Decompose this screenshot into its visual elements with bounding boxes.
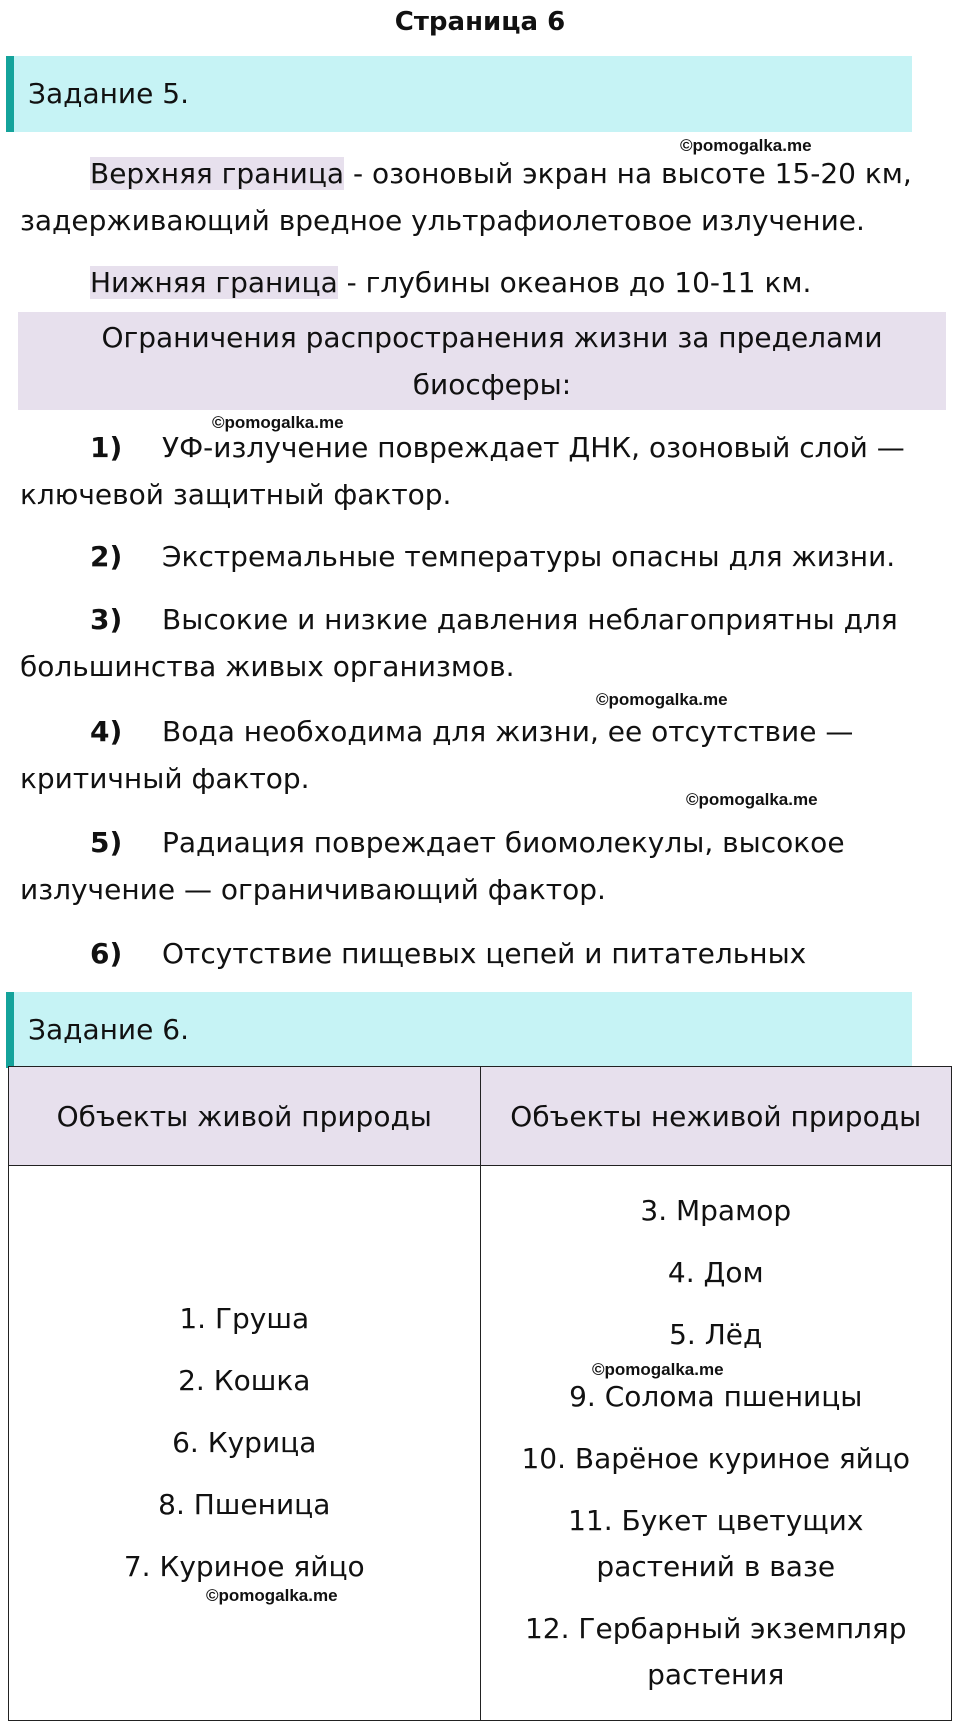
- watermark: ©pomogalka.me: [596, 690, 728, 709]
- list-item: 5) Радиация повреждает биомолекулы, высокое излучение — ограничивающий фактор.: [20, 826, 845, 906]
- list-item: 3) Высокие и низкие давления неблагоприятны для большинства живых организмов.: [20, 603, 898, 683]
- list-item: 3. Мрамор: [640, 1194, 792, 1227]
- lower-boundary-label: Нижняя граница: [90, 266, 338, 299]
- objects-table: [8, 1066, 952, 1721]
- list-item: 4. Дом: [667, 1256, 764, 1289]
- page-title: Страница 6: [394, 7, 566, 37]
- upper-boundary-text: - озоновый экран на высоте 15-20 км, задерживающий вредное ультрафиолетовое излучение.: [20, 157, 912, 237]
- lower-boundary-paragraph: [20, 259, 940, 306]
- upper-boundary-paragraph: [20, 150, 940, 244]
- task5-header: Задание 5.: [6, 56, 912, 132]
- task6-header: Задание 6.: [6, 992, 912, 1068]
- lower-boundary-text: - глубины океанов до 10-11 км.: [337, 266, 812, 299]
- list-item: 8. Пшеница: [158, 1488, 331, 1521]
- column-header-living: Объекты живой природы: [9, 1067, 481, 1166]
- list-item: 12. Гербарный экземпляр растения: [524, 1612, 907, 1691]
- watermark: ©pomogalka.me: [212, 413, 344, 432]
- watermark: ©pomogalka.me: [686, 790, 818, 809]
- list-item: 5. Лёд: [669, 1318, 763, 1351]
- list-item: 10. Варёное куриное яйцо: [521, 1442, 911, 1475]
- list-item: 7. Куриное яйцо: [123, 1550, 365, 1583]
- list-item: 1) УФ-излучение повреждает ДНК, озоновый слой — ключевой защитный фактор.: [20, 431, 905, 511]
- list-item: 6) Отсутствие пищевых цепей и питательных: [90, 937, 807, 970]
- list-item: 9. Солома пшеницы: [569, 1380, 863, 1413]
- list-item: 2) Экстремальные температуры опасны для жизни.: [90, 540, 896, 573]
- list-item: 6. Курица: [172, 1426, 317, 1459]
- list-item: 2. Кошка: [178, 1364, 311, 1397]
- list-item: 11. Букет цветущих растений в вазе: [568, 1504, 864, 1583]
- list-item: 1. Груша: [179, 1302, 310, 1335]
- upper-boundary-label: Верхняя граница: [90, 157, 345, 190]
- list-item: 4) Вода необходима для жизни, ее отсутствие — критичный фактор.: [20, 715, 854, 795]
- watermark: ©pomogalka.me: [680, 136, 812, 155]
- watermark: ©pomogalka.me: [592, 1360, 724, 1379]
- limits-subtitle: Ограничения распространения жизни за пределами биосферы:: [18, 312, 946, 410]
- watermark: ©pomogalka.me: [206, 1586, 338, 1605]
- living-objects-cell: [9, 1166, 481, 1721]
- nonliving-objects-cell: [480, 1166, 952, 1721]
- column-header-nonliving: Объекты неживой природы: [480, 1067, 952, 1166]
